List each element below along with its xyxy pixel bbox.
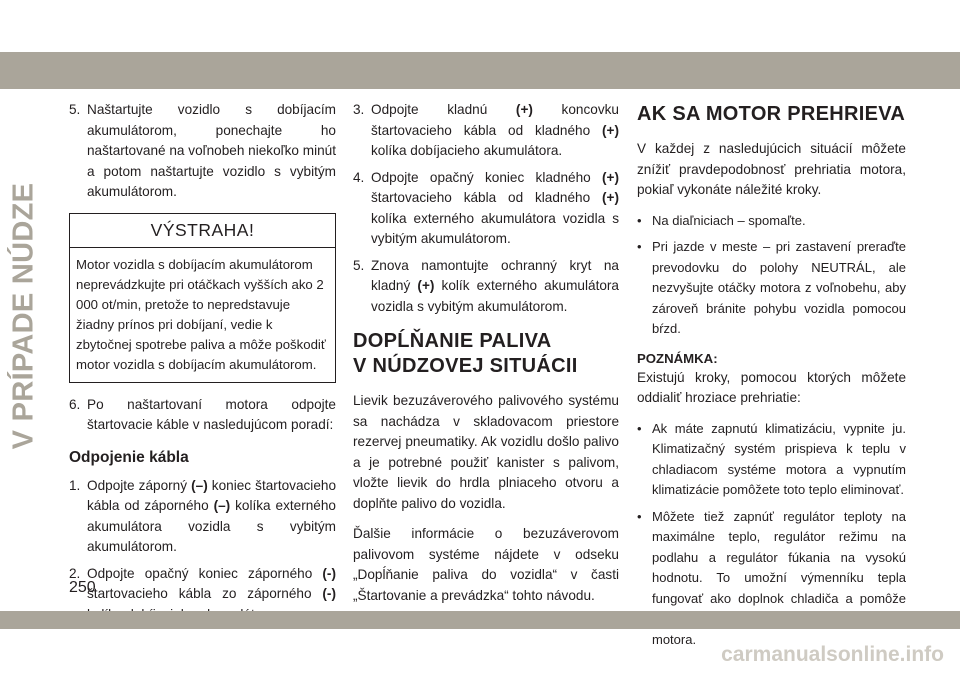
bullet-text: Na diaľniciach – spomaľte. (652, 212, 806, 228)
step-text: kolíka dobíjacieho akumulátora. (371, 143, 563, 158)
page-number: 250 (69, 579, 96, 596)
subheading-disconnect: Odpojenie kábla (69, 448, 189, 466)
bullet-dot: • (637, 239, 642, 254)
watermark: carmanualsonline.info (721, 643, 944, 666)
polarity-mark: (-) (322, 565, 336, 581)
bullet-text: Môžete tiež zapnúť regulátor teploty na maximálne teplo, regulátor režimu na podlahu a regulátor fúkania na vysokú hodnotu. To umožní výmenníku tepla fungovať ako doplnok chladiča a pomôže motora. (652, 508, 906, 647)
polarity-mark: (+) (602, 190, 619, 205)
polarity-mark: (+) (602, 169, 619, 185)
column-2 (353, 100, 619, 616)
step-text: Odpojte opačný koniec kladného (371, 169, 602, 185)
step-text: Odpojte záporný (87, 477, 192, 493)
note-title: POZNÁMKA: (637, 350, 718, 366)
step-6 (69, 395, 336, 436)
step-number: 4. (353, 169, 365, 185)
step-text: koniec štartovacieho kábla od záporného (87, 477, 337, 513)
warning-title: VÝSTRAHA! (70, 214, 335, 248)
bullet-text: Pri jazde v meste – pri zastavení preraďte prevodovku do polohy NEUTRÁL, ale nezvyšujte otáčky motora z voľnobehu, aby zároveň bránite pohybu vozidla pomocou bŕzd. (652, 239, 906, 336)
bottom-band (0, 611, 960, 629)
paragraph-intro: V každej z nasledujúcich situácií môžete znížiť pravdepodobnosť prehriatia motora, pokiaľ vykonáte náležité kroky. (637, 141, 906, 197)
top-band (0, 52, 960, 89)
disconnect-step-1 (69, 476, 336, 558)
step-text: Znova namontujte ochranný kryt na kladný (371, 257, 619, 293)
step-text: kolíka externého akumulátora vozidla s vybitým akumulátorom. (371, 210, 619, 246)
step-number: 1. (69, 477, 81, 493)
step-text: štartovacieho kábla zo záporného (87, 586, 323, 601)
step-number: 5. (69, 102, 81, 117)
heading-emergency-fuel (353, 329, 619, 379)
heading-line-2: V NÚDZOVEJ SITUÁCII (353, 355, 578, 377)
side-title-text: V PRÍPADE NÚDZE (7, 182, 40, 450)
step-number: 6. (69, 396, 81, 412)
bullet-item (637, 419, 906, 501)
step-number: 2. (69, 565, 81, 581)
step-text: Odpojte opačný koniec záporného (87, 565, 323, 581)
step-text: Odpojte kladnú (371, 102, 516, 117)
bullet-dot: • (637, 508, 642, 524)
bullet-dot: • (637, 420, 642, 436)
polarity-mark: (+) (602, 122, 619, 138)
bullet-item (637, 211, 906, 232)
paragraph-funnel: Lievik bezuzáverového palivového systému sa nachádza v skladovacom priestore rezervej pneumatiky. Ak vozidlu došlo palivo a je potrebné použiť kanister s palivom, vložte lievik do hrdla plniaceho otvoru a doplňte palivo do vozidla. (353, 393, 619, 511)
step-text: koncovku štartovacieho kábla od kladného (371, 102, 619, 138)
heading-overheating: AK SA MOTOR PREHRIEVA (637, 103, 906, 125)
note-text: Existujú kroky, pomocou ktorých môžete oddialiť hroziace prehriatie: (637, 369, 906, 405)
polarity-mark: (-) (322, 586, 336, 601)
step-number: 5. (353, 257, 365, 273)
warning-box (69, 213, 336, 383)
column-3 (637, 100, 906, 656)
step-text: štartovacieho kábla od kladného (371, 190, 602, 205)
step-3 (353, 100, 619, 162)
heading-line-1: DOPĹŇANIE PALIVA (353, 330, 552, 352)
step-4 (353, 168, 619, 250)
bullet-item (637, 237, 906, 340)
paragraph-more-info: Ďalšie informácie o bezuzáverovom palivovom systéme nájdete v odseku „Dopĺňanie paliva do vozidla“ v časti „Štartovanie a prevádzka“ tohto návodu. (353, 526, 619, 603)
column-1 (69, 100, 336, 631)
polarity-mark: (+) (417, 278, 435, 293)
step-text: kolíka externého akumulátora vozidla s vybitým akumulátorom. (87, 498, 336, 554)
bullet-text: Ak máte zapnutú klimatizáciu, vypnite ju. Klimatizačný systém prispieva k teplu v chladiacom systéme motora a vypnutím klimatizácie pomôžete toto teplo eliminovať. (652, 420, 906, 497)
bullet-dot: • (637, 212, 642, 228)
step-5 (69, 100, 336, 203)
warning-body: Motor vozidla s dobíjacím akumulátorom neprevádzkujte pri otáčkach vyšších ako 2 000 ot/min, pretože to nepredstavuje žiadny prínos pri dobíjaní, vedie k zbytočnej spotrebe paliva a môže poškodiť motor vozidla s dobíjacím akumulátorom. (76, 256, 326, 372)
step-text: Po naštartovaní motora odpojte štartovacie káble v nasledujúcom poradí: (87, 396, 336, 432)
polarity-mark: (+) (515, 102, 533, 117)
step-text: Naštartujte vozidlo s dobíjacím akumulátorom, ponechajte ho naštartované na voľnobeh niekoľko minút a potom naštartujte vozidlo s vybitým akumulátorom. (87, 102, 337, 199)
step-5b (353, 256, 619, 318)
step-text: kolík externého akumulátora vozidla s vybitým akumulátorom. (371, 278, 619, 314)
polarity-mark: (–) (213, 498, 231, 513)
step-number: 3. (353, 102, 365, 117)
polarity-mark: (–) (191, 477, 208, 493)
